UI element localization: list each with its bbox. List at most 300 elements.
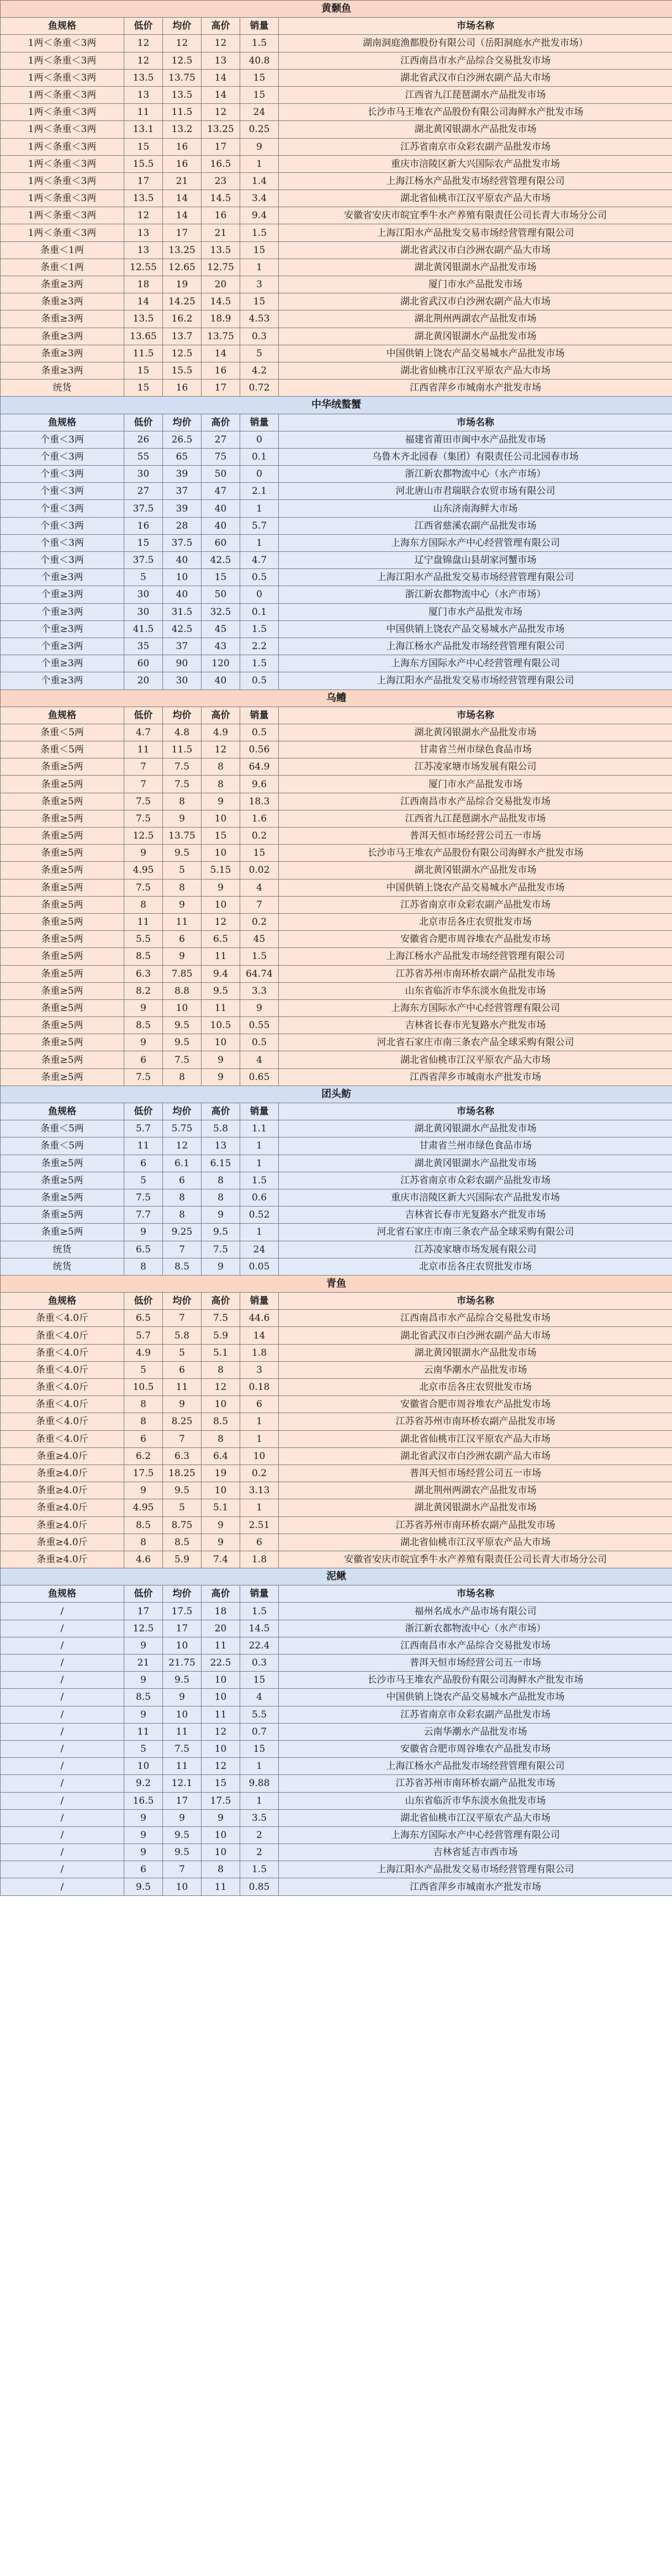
spec-cell: 条重≥3两 — [1, 276, 124, 293]
section-title: 青鱼 — [1, 1275, 672, 1292]
spec-cell: 条重＜1两 — [1, 241, 124, 259]
market-name-cell: 上海江阳水产品批发交易市场经营管理有限公司 — [279, 672, 672, 689]
market-name-cell: 上海江杨水产品批发市场经营管理有限公司 — [279, 1758, 672, 1775]
high-price-cell: 10 — [202, 1826, 240, 1843]
table-row — [1, 603, 672, 620]
high-price-cell: 10 — [202, 1034, 240, 1051]
volume-cell: 2 — [240, 1826, 279, 1843]
section-block — [1, 1275, 672, 1568]
low-price-cell: 7.5 — [124, 1068, 163, 1086]
high-price-cell: 32.5 — [202, 603, 240, 620]
high-price-cell: 47 — [202, 483, 240, 500]
table-row — [1, 1447, 672, 1465]
low-price-cell: 8.5 — [124, 948, 163, 965]
spec-cell: 个重≥3两 — [1, 586, 124, 603]
section-block — [1, 1086, 672, 1275]
high-price-cell: 10 — [202, 1672, 240, 1689]
avg-price-cell: 7 — [163, 1430, 202, 1447]
avg-price-cell: 8 — [163, 793, 202, 810]
volume-cell: 5.7 — [240, 517, 279, 534]
high-price-cell: 10 — [202, 896, 240, 913]
spec-cell: 条重≥5两 — [1, 896, 124, 913]
spec-cell: 条重≥3两 — [1, 328, 124, 345]
low-price-cell: 13.65 — [124, 328, 163, 345]
high-price-cell: 13 — [202, 52, 240, 69]
low-price-cell: 8 — [124, 1258, 163, 1275]
avg-price-cell: 6 — [163, 931, 202, 948]
volume-cell: 0.05 — [240, 1258, 279, 1275]
market-name-cell: 北京市岳各庄农贸批发市场 — [279, 1379, 672, 1396]
spec-cell: 条重＜4.0斤 — [1, 1361, 124, 1378]
avg-price-cell: 13.2 — [163, 121, 202, 138]
high-price-cell: 10 — [202, 810, 240, 827]
avg-price-cell: 14.25 — [163, 293, 202, 310]
high-price-cell: 9 — [202, 793, 240, 810]
avg-price-cell: 9.5 — [163, 1034, 202, 1051]
table-row — [1, 207, 672, 224]
table-row — [1, 552, 672, 569]
column-header: 市场名称 — [279, 707, 672, 724]
avg-price-cell: 6 — [163, 1172, 202, 1189]
volume-cell: 1.5 — [240, 620, 279, 638]
high-price-cell: 9 — [202, 1051, 240, 1068]
market-name-cell: 江西省慈溪农副产品批发市场 — [279, 517, 672, 534]
market-name-cell: 江苏省苏州市南环桥农副产品批发市场 — [279, 1413, 672, 1430]
avg-price-cell: 42.5 — [163, 620, 202, 638]
avg-price-cell: 39 — [163, 500, 202, 517]
table-row — [1, 534, 672, 551]
table-row — [1, 1672, 672, 1689]
column-header: 鱼规格 — [1, 18, 124, 35]
section-title: 乌鳢 — [1, 689, 672, 707]
column-header: 鱼规格 — [1, 1293, 124, 1310]
high-price-cell: 17 — [202, 380, 240, 397]
high-price-cell: 6.4 — [202, 1447, 240, 1465]
avg-price-cell: 9 — [163, 1689, 202, 1706]
table-row — [1, 483, 672, 500]
high-price-cell: 9.4 — [202, 965, 240, 982]
high-price-cell: 9 — [202, 1534, 240, 1551]
market-name-cell: 普洱天恒市场经营公司五一市场 — [279, 1465, 672, 1482]
column-header: 均价 — [163, 1103, 202, 1120]
column-header: 销量 — [240, 414, 279, 431]
high-price-cell: 12 — [202, 1379, 240, 1396]
table-row — [1, 1465, 672, 1482]
volume-cell: 15 — [240, 69, 279, 86]
low-price-cell: 9 — [124, 999, 163, 1016]
table-row — [1, 121, 672, 138]
avg-price-cell: 9.25 — [163, 1224, 202, 1241]
table-row — [1, 259, 672, 276]
market-name-cell: 长沙市马王堆农产品股份有限公司海鲜水产批发市场 — [279, 104, 672, 121]
table-row — [1, 104, 672, 121]
spec-cell: / — [1, 1809, 124, 1826]
volume-cell: 3.13 — [240, 1482, 279, 1499]
spec-cell: 条重≥5两 — [1, 1155, 124, 1172]
column-header: 销量 — [240, 1103, 279, 1120]
low-price-cell: 12 — [124, 52, 163, 69]
market-name-cell: 福州名成水产品市场有限公司 — [279, 1603, 672, 1620]
market-name-cell: 重庆市涪陵区新大兴国际农产品批发市场 — [279, 155, 672, 172]
table-row — [1, 620, 672, 638]
spec-cell: 条重≥5两 — [1, 793, 124, 810]
column-header: 鱼规格 — [1, 1103, 124, 1120]
volume-cell: 0.65 — [240, 1068, 279, 1086]
table-row — [1, 1207, 672, 1224]
table-row — [1, 517, 672, 534]
column-header: 低价 — [124, 1103, 163, 1120]
market-name-cell: 厦门市水产品批发市场 — [279, 276, 672, 293]
volume-cell: 15 — [240, 241, 279, 259]
avg-price-cell: 11 — [163, 1758, 202, 1775]
market-name-cell: 长沙市马王堆农产品股份有限公司海鲜水产批发市场 — [279, 845, 672, 862]
high-price-cell: 7.5 — [202, 1310, 240, 1327]
header-row — [1, 1293, 672, 1310]
market-name-cell: 湖北省仙桃市江汉平原农产品大市场 — [279, 190, 672, 207]
low-price-cell: 13.5 — [124, 310, 163, 328]
table-row — [1, 1241, 672, 1258]
column-header: 市场名称 — [279, 1103, 672, 1120]
low-price-cell: 5 — [124, 1740, 163, 1757]
high-price-cell: 8 — [202, 1189, 240, 1206]
volume-cell: 18.3 — [240, 793, 279, 810]
table-row — [1, 1706, 672, 1723]
avg-price-cell: 8 — [163, 879, 202, 896]
avg-price-cell: 5.9 — [163, 1551, 202, 1568]
table-row — [1, 1379, 672, 1396]
spec-cell: 条重≥5两 — [1, 982, 124, 999]
market-name-cell: 福建省莆田市闽中水产品批发市场 — [279, 431, 672, 448]
column-header: 均价 — [163, 1585, 202, 1603]
high-price-cell: 18.9 — [202, 310, 240, 328]
spec-cell: 条重≥4.0斤 — [1, 1516, 124, 1534]
spec-cell: 统货 — [1, 1241, 124, 1258]
market-name-cell: 江苏省苏州市南环桥农副产品批发市场 — [279, 1516, 672, 1534]
high-price-cell: 8 — [202, 776, 240, 793]
column-header: 高价 — [202, 707, 240, 724]
volume-cell: 45 — [240, 931, 279, 948]
table-row — [1, 982, 672, 999]
section-title: 黄颡鱼 — [1, 1, 672, 18]
avg-price-cell: 12 — [163, 35, 202, 52]
low-price-cell: 5.7 — [124, 1327, 163, 1344]
volume-cell: 1.8 — [240, 1344, 279, 1361]
low-price-cell: 10.5 — [124, 1379, 163, 1396]
avg-price-cell: 9.5 — [163, 1482, 202, 1499]
spec-cell: 条重≥5两 — [1, 828, 124, 845]
avg-price-cell: 9.5 — [163, 1017, 202, 1034]
low-price-cell: 15 — [124, 380, 163, 397]
table-row — [1, 1396, 672, 1413]
market-name-cell: 河北省石家庄市南三条农产品全球采购有限公司 — [279, 1034, 672, 1051]
table-row — [1, 1878, 672, 1895]
avg-price-cell: 8.75 — [163, 1516, 202, 1534]
high-price-cell: 23 — [202, 172, 240, 189]
table-row — [1, 1499, 672, 1516]
spec-cell: 条重≥5两 — [1, 862, 124, 879]
column-header: 市场名称 — [279, 1585, 672, 1603]
high-price-cell: 45 — [202, 620, 240, 638]
high-price-cell: 12 — [202, 104, 240, 121]
market-name-cell: 上海江阳水产品批发交易市场经营管理有限公司 — [279, 1861, 672, 1878]
spec-cell: 条重＜4.0斤 — [1, 1430, 124, 1447]
table-row — [1, 1534, 672, 1551]
column-header: 低价 — [124, 414, 163, 431]
table-row — [1, 1413, 672, 1430]
table-row — [1, 879, 672, 896]
table-row — [1, 1516, 672, 1534]
table-row — [1, 1224, 672, 1241]
spec-cell: 统货 — [1, 1258, 124, 1275]
low-price-cell: 7.7 — [124, 1207, 163, 1224]
volume-cell: 1.5 — [240, 35, 279, 52]
volume-cell: 3.3 — [240, 982, 279, 999]
high-price-cell: 8 — [202, 1172, 240, 1189]
low-price-cell: 8.2 — [124, 982, 163, 999]
table-row — [1, 1603, 672, 1620]
table-row — [1, 1258, 672, 1275]
market-name-cell: 北京市岳各庄农贸批发市场 — [279, 913, 672, 930]
market-name-cell: 江西省萍乡市城南水产批发市场 — [279, 1878, 672, 1895]
market-name-cell: 上海江杨水产品批发市场经营管理有限公司 — [279, 172, 672, 189]
low-price-cell: 37.5 — [124, 500, 163, 517]
volume-cell: 1 — [240, 259, 279, 276]
high-price-cell: 50 — [202, 466, 240, 483]
market-name-cell: 甘肃省兰州市绿色食品市场 — [279, 741, 672, 758]
section-title-row — [1, 397, 672, 414]
table-row — [1, 466, 672, 483]
high-price-cell: 15 — [202, 569, 240, 586]
market-name-cell: 云南华潮水产品批发市场 — [279, 1723, 672, 1740]
market-name-cell: 甘肃省兰州市绿色食品市场 — [279, 1137, 672, 1155]
volume-cell: 1 — [240, 155, 279, 172]
avg-price-cell: 40 — [163, 552, 202, 569]
low-price-cell: 9 — [124, 1826, 163, 1843]
market-name-cell: 上海东方国际水产中心经营管理有限公司 — [279, 1826, 672, 1843]
market-name-cell: 浙江新农都物流中心（水产市场） — [279, 586, 672, 603]
market-name-cell: 湖北省武汉市白沙洲农副产品大市场 — [279, 293, 672, 310]
table-row — [1, 1861, 672, 1878]
low-price-cell: 26 — [124, 431, 163, 448]
market-name-cell: 湖南洞庭渔都股份有限公司（岳阳洞庭水产批发市场） — [279, 35, 672, 52]
market-name-cell: 江西省萍乡市城南水产批发市场 — [279, 380, 672, 397]
volume-cell: 0.25 — [240, 121, 279, 138]
column-header: 低价 — [124, 1585, 163, 1603]
spec-cell: 1两＜条重＜3两 — [1, 86, 124, 103]
high-price-cell: 8.5 — [202, 1413, 240, 1430]
low-price-cell: 30 — [124, 466, 163, 483]
volume-cell: 4 — [240, 879, 279, 896]
volume-cell: 9 — [240, 999, 279, 1016]
volume-cell: 40.8 — [240, 52, 279, 69]
spec-cell: / — [1, 1740, 124, 1757]
table-row — [1, 1017, 672, 1034]
volume-cell: 0.56 — [240, 741, 279, 758]
column-header: 均价 — [163, 707, 202, 724]
spec-cell: 条重＜5两 — [1, 1120, 124, 1137]
table-row — [1, 845, 672, 862]
market-name-cell: 厦门市水产品批发市场 — [279, 603, 672, 620]
table-row — [1, 1792, 672, 1809]
avg-price-cell: 12 — [163, 1137, 202, 1155]
volume-cell: 14.5 — [240, 1620, 279, 1637]
spec-cell: 条重＜4.0斤 — [1, 1327, 124, 1344]
low-price-cell: 10 — [124, 1758, 163, 1775]
table-row — [1, 1482, 672, 1499]
market-name-cell: 江西南昌市水产品综合交易批发市场 — [279, 793, 672, 810]
high-price-cell: 12 — [202, 913, 240, 930]
low-price-cell: 5 — [124, 1361, 163, 1378]
spec-cell: 个重≥3两 — [1, 620, 124, 638]
section-title-row — [1, 1086, 672, 1103]
high-price-cell: 13.5 — [202, 241, 240, 259]
avg-price-cell: 5.75 — [163, 1120, 202, 1137]
table-row — [1, 1068, 672, 1086]
spec-cell: / — [1, 1723, 124, 1740]
table-row — [1, 500, 672, 517]
high-price-cell: 5.15 — [202, 862, 240, 879]
column-header: 均价 — [163, 1293, 202, 1310]
volume-cell: 3 — [240, 276, 279, 293]
avg-price-cell: 7.5 — [163, 776, 202, 793]
low-price-cell: 8.5 — [124, 1689, 163, 1706]
section-title-row — [1, 1568, 672, 1585]
high-price-cell: 13.75 — [202, 328, 240, 345]
spec-cell: 条重≥5两 — [1, 965, 124, 982]
volume-cell: 0.3 — [240, 1655, 279, 1672]
low-price-cell: 7.5 — [124, 879, 163, 896]
spec-cell: 条重≥4.0斤 — [1, 1551, 124, 1568]
avg-price-cell: 37 — [163, 483, 202, 500]
low-price-cell: 12.5 — [124, 1620, 163, 1637]
high-price-cell: 40 — [202, 517, 240, 534]
market-name-cell: 普洱天恒市场经营公司五一市场 — [279, 1655, 672, 1672]
low-price-cell: 35 — [124, 638, 163, 655]
market-name-cell: 安徽省合肥市周谷堆农产品批发市场 — [279, 1740, 672, 1757]
table-row — [1, 655, 672, 672]
spec-cell: / — [1, 1775, 124, 1792]
low-price-cell: 6.5 — [124, 1241, 163, 1258]
column-header: 高价 — [202, 18, 240, 35]
table-row — [1, 999, 672, 1016]
table-row — [1, 793, 672, 810]
volume-cell: 0.5 — [240, 569, 279, 586]
avg-price-cell: 7.5 — [163, 758, 202, 776]
volume-cell: 5.5 — [240, 1706, 279, 1723]
spec-cell: 条重≥5两 — [1, 810, 124, 827]
column-header: 均价 — [163, 18, 202, 35]
high-price-cell: 16 — [202, 362, 240, 379]
avg-price-cell: 11 — [163, 1723, 202, 1740]
high-price-cell: 4.9 — [202, 724, 240, 741]
avg-price-cell: 9 — [163, 1809, 202, 1826]
section-title: 团头鲂 — [1, 1086, 672, 1103]
high-price-cell: 10.5 — [202, 1017, 240, 1034]
market-name-cell: 江苏省南京市众彩农副产品批发市场 — [279, 138, 672, 155]
header-row — [1, 1103, 672, 1120]
spec-cell: / — [1, 1826, 124, 1843]
low-price-cell: 6.3 — [124, 965, 163, 982]
avg-price-cell: 4.8 — [163, 724, 202, 741]
table-row — [1, 1637, 672, 1654]
spec-cell: 个重＜3两 — [1, 534, 124, 551]
volume-cell: 3.5 — [240, 1809, 279, 1826]
table-row — [1, 586, 672, 603]
market-name-cell: 江苏省南京市众彩农副产品批发市场 — [279, 1172, 672, 1189]
low-price-cell: 12 — [124, 35, 163, 52]
column-header: 低价 — [124, 1293, 163, 1310]
spec-cell: 个重＜3两 — [1, 483, 124, 500]
spec-cell: / — [1, 1689, 124, 1706]
spec-cell: 1两＜条重＜3两 — [1, 155, 124, 172]
high-price-cell: 11 — [202, 1878, 240, 1895]
avg-price-cell: 12.5 — [163, 52, 202, 69]
low-price-cell: 60 — [124, 655, 163, 672]
low-price-cell: 4.95 — [124, 1499, 163, 1516]
volume-cell: 7 — [240, 896, 279, 913]
low-price-cell: 5.5 — [124, 931, 163, 948]
spec-cell: 条重≥5两 — [1, 879, 124, 896]
high-price-cell: 6.5 — [202, 931, 240, 948]
table-row — [1, 1344, 672, 1361]
high-price-cell: 8 — [202, 1861, 240, 1878]
spec-cell: 个重＜3两 — [1, 448, 124, 465]
volume-cell: 15 — [240, 293, 279, 310]
high-price-cell: 10 — [202, 1740, 240, 1757]
table-row — [1, 948, 672, 965]
avg-price-cell: 17 — [163, 224, 202, 241]
volume-cell: 1 — [240, 1413, 279, 1430]
volume-cell: 1 — [240, 1499, 279, 1516]
spec-cell: 条重≥5两 — [1, 758, 124, 776]
volume-cell: 3 — [240, 1361, 279, 1378]
low-price-cell: 9 — [124, 1706, 163, 1723]
column-header: 低价 — [124, 707, 163, 724]
market-name-cell: 辽宁盘锦盘山县胡家河蟹市场 — [279, 552, 672, 569]
avg-price-cell: 9.5 — [163, 1844, 202, 1861]
avg-price-cell: 9 — [163, 1396, 202, 1413]
spec-cell: 1两＜条重＜3两 — [1, 190, 124, 207]
market-name-cell: 吉林省长春市光复路水产批发市场 — [279, 1017, 672, 1034]
table-row — [1, 310, 672, 328]
low-price-cell: 6 — [124, 1155, 163, 1172]
market-name-cell: 山东省临沂市华东淡水鱼批发市场 — [279, 982, 672, 999]
high-price-cell: 16 — [202, 207, 240, 224]
table-row — [1, 1189, 672, 1206]
volume-cell: 1.1 — [240, 1120, 279, 1137]
market-name-cell: 重庆市涪陵区新大兴国际农产品批发市场 — [279, 1189, 672, 1206]
avg-price-cell: 10 — [163, 1706, 202, 1723]
spec-cell: / — [1, 1844, 124, 1861]
spec-cell: 条重＜5两 — [1, 724, 124, 741]
column-header: 市场名称 — [279, 1293, 672, 1310]
market-name-cell: 厦门市水产品批发市场 — [279, 776, 672, 793]
high-price-cell: 21 — [202, 224, 240, 241]
high-price-cell: 9.5 — [202, 1224, 240, 1241]
low-price-cell: 12 — [124, 207, 163, 224]
table-row — [1, 1172, 672, 1189]
market-name-cell: 湖北荆州两湖农产品批发市场 — [279, 1482, 672, 1499]
volume-cell: 4.53 — [240, 310, 279, 328]
high-price-cell: 20 — [202, 1620, 240, 1637]
low-price-cell: 6.2 — [124, 1447, 163, 1465]
column-header: 销量 — [240, 18, 279, 35]
avg-price-cell: 65 — [163, 448, 202, 465]
spec-cell: / — [1, 1758, 124, 1775]
volume-cell: 6 — [240, 1534, 279, 1551]
table-row — [1, 35, 672, 52]
table-row — [1, 776, 672, 793]
